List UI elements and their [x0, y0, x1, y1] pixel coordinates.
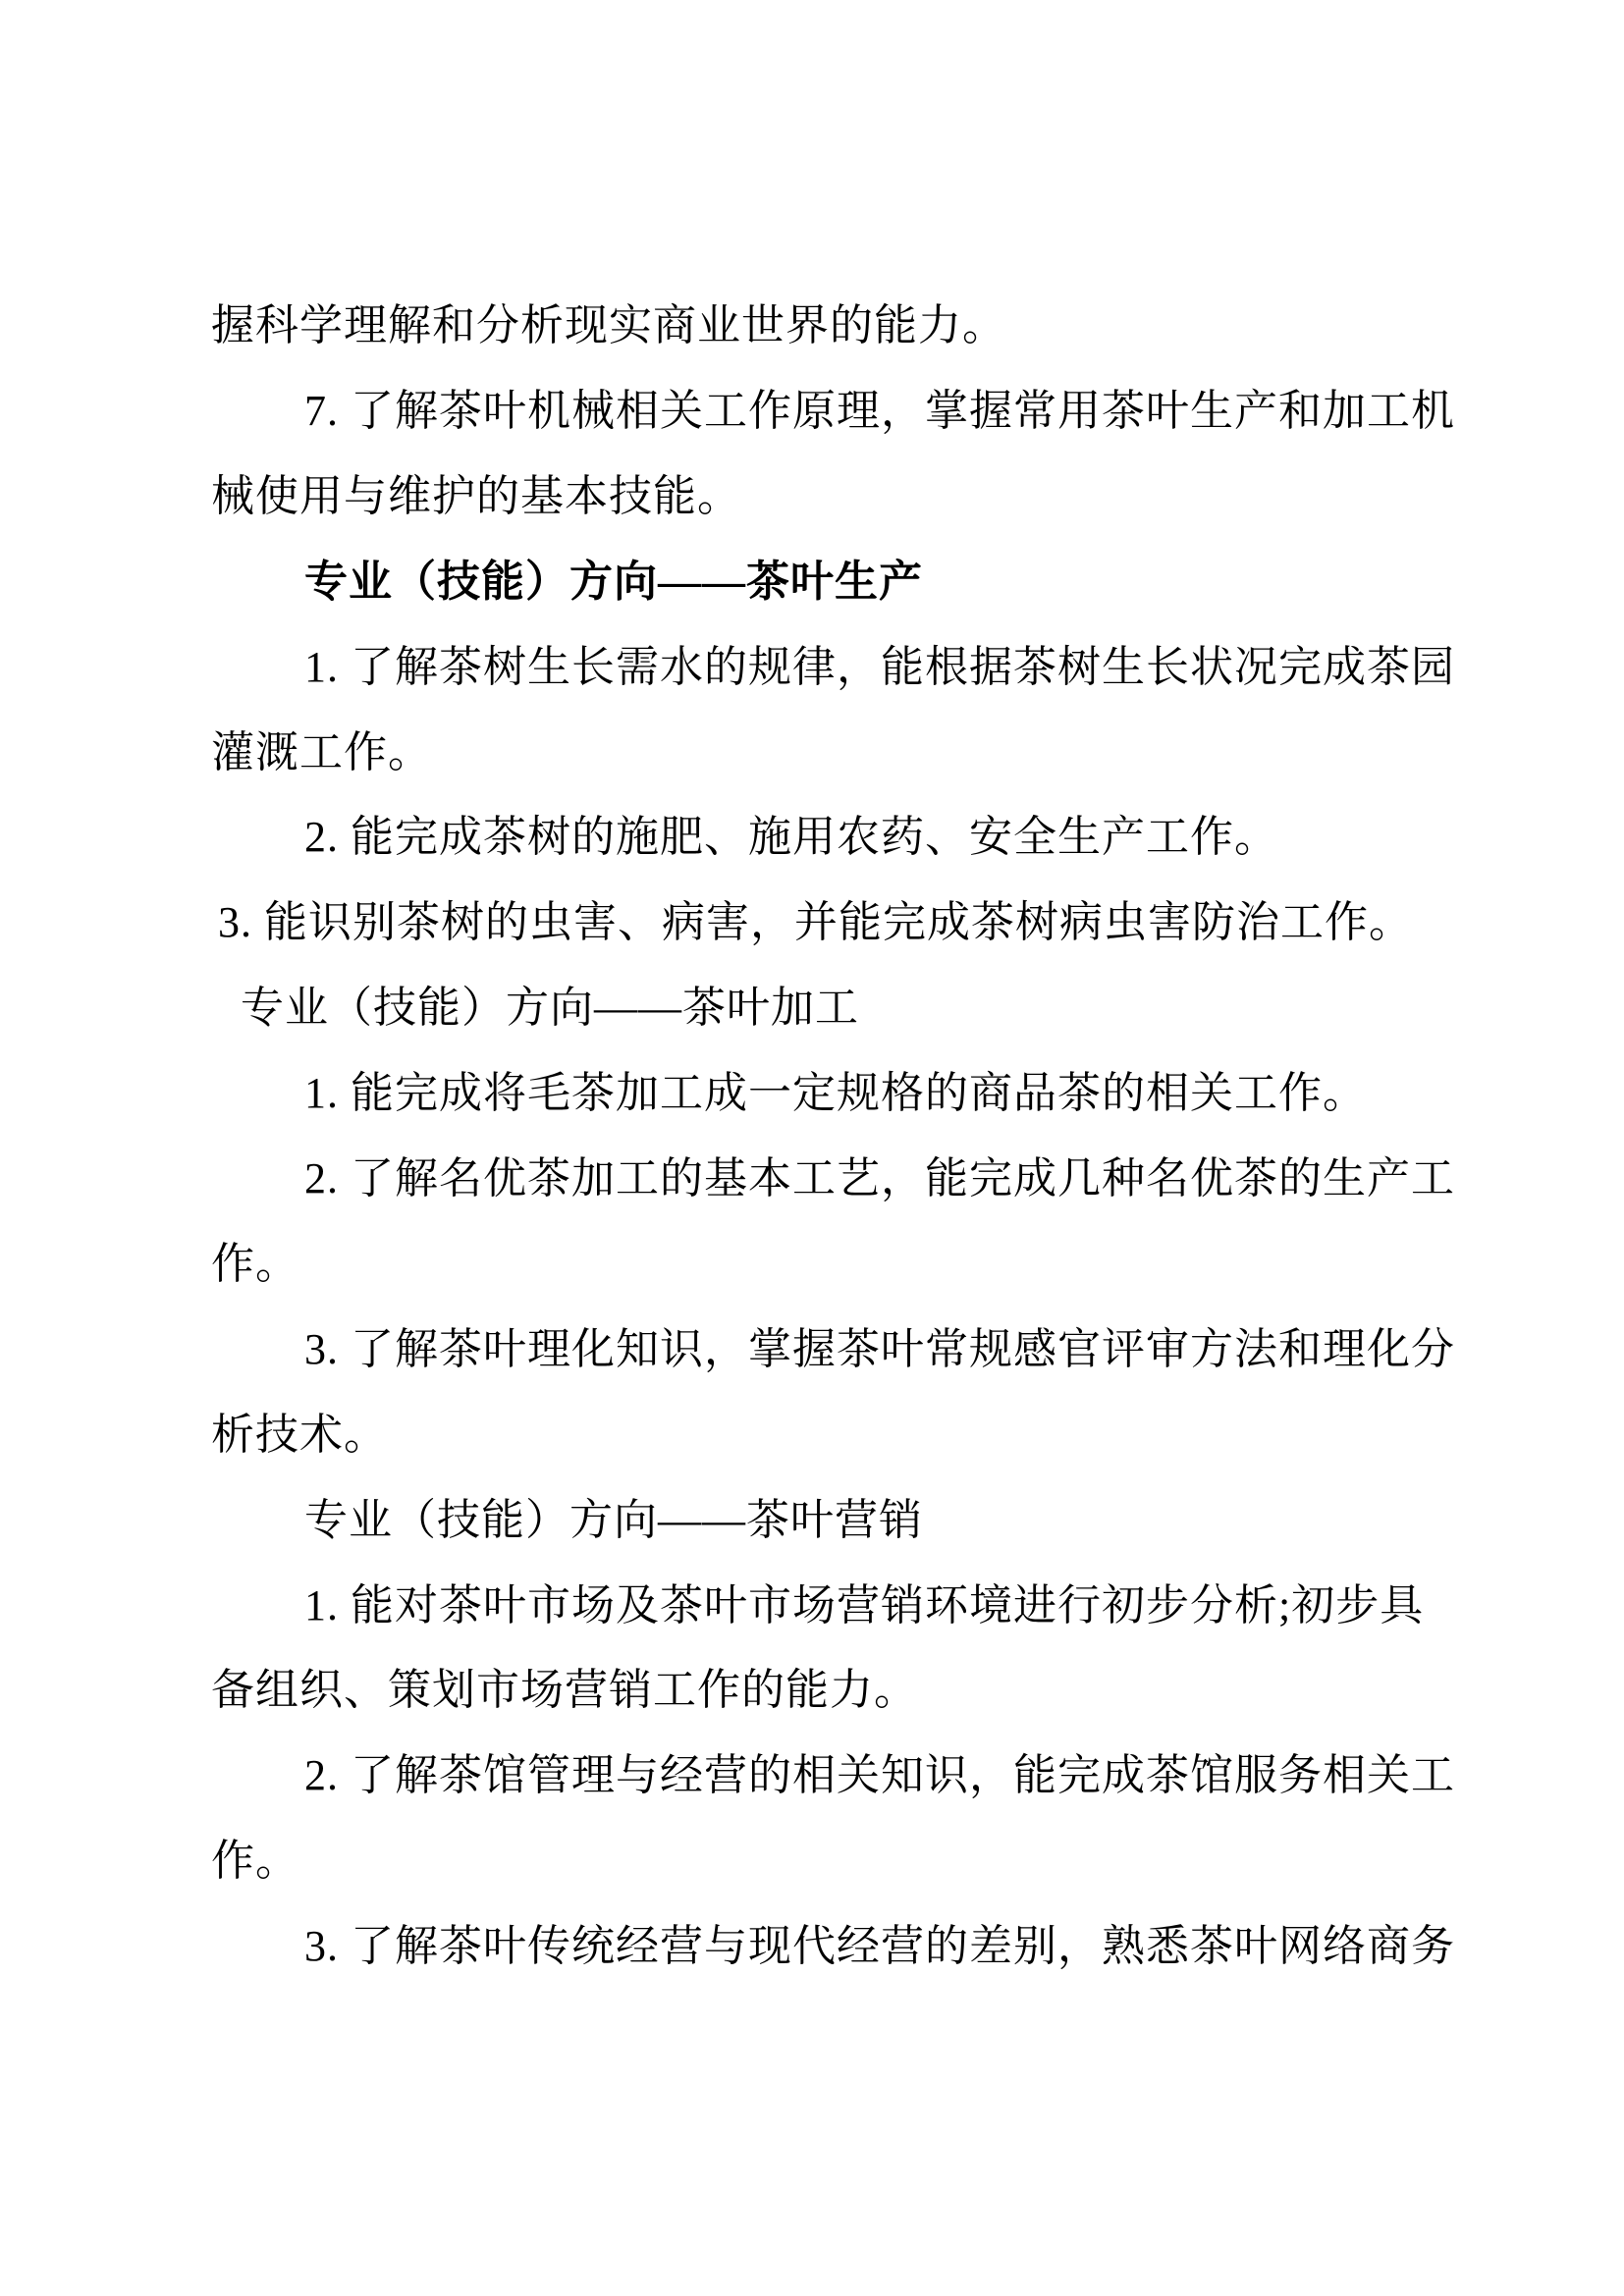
document-line-4: 专业（技能）方向——茶叶生产 [304, 558, 923, 606]
document-line-7: 2. 能完成茶树的施肥、施用农药、安全生产工作。 [304, 813, 1278, 861]
document-line-9: 专业（技能）方向——茶叶加工 [241, 984, 859, 1032]
document-line-2: 7. 了解茶叶机械相关工作原理，掌握常用茶叶生产和加工机 [304, 387, 1455, 435]
document-line-10: 1. 能完成将毛茶加工成一定规格的商品茶的相关工作。 [304, 1069, 1367, 1117]
document-line-17: 备组织、策划市场营销工作的能力。 [211, 1666, 918, 1714]
document-line-3: 械使用与维护的基本技能。 [211, 472, 741, 520]
document-line-14: 析技术。 [211, 1411, 388, 1459]
document-line-18: 2. 了解茶馆管理与经营的相关知识，能完成茶馆服务相关工 [304, 1751, 1455, 1799]
document-line-8: 3. 能识别茶树的虫害、病害，并能完成茶树病虫害防治工作。 [218, 898, 1413, 946]
document-line-16: 1. 能对茶叶市场及茶叶市场营销环境进行初步分析;初步具 [304, 1581, 1425, 1629]
document-line-20: 3. 了解茶叶传统经营与现代经营的差别，熟悉茶叶网络商务 [304, 1922, 1455, 1970]
document-line-15: 专业（技能）方向——茶叶营销 [304, 1496, 923, 1544]
document-line-13: 3. 了解茶叶理化知识，掌握茶叶常规感官评审方法和理化分 [304, 1325, 1455, 1373]
document-line-5: 1. 了解茶树生长需水的规律，能根据茶树生长状况完成茶园 [304, 643, 1455, 691]
document-line-12: 作。 [211, 1240, 299, 1288]
document-line-19: 作。 [211, 1837, 299, 1885]
document-line-6: 灌溉工作。 [211, 728, 432, 776]
document-line-11: 2. 了解名优茶加工的基本工艺，能完成几种名优茶的生产工 [304, 1154, 1455, 1202]
document-line-1: 握科学理解和分析现实商业世界的能力。 [211, 301, 1006, 349]
